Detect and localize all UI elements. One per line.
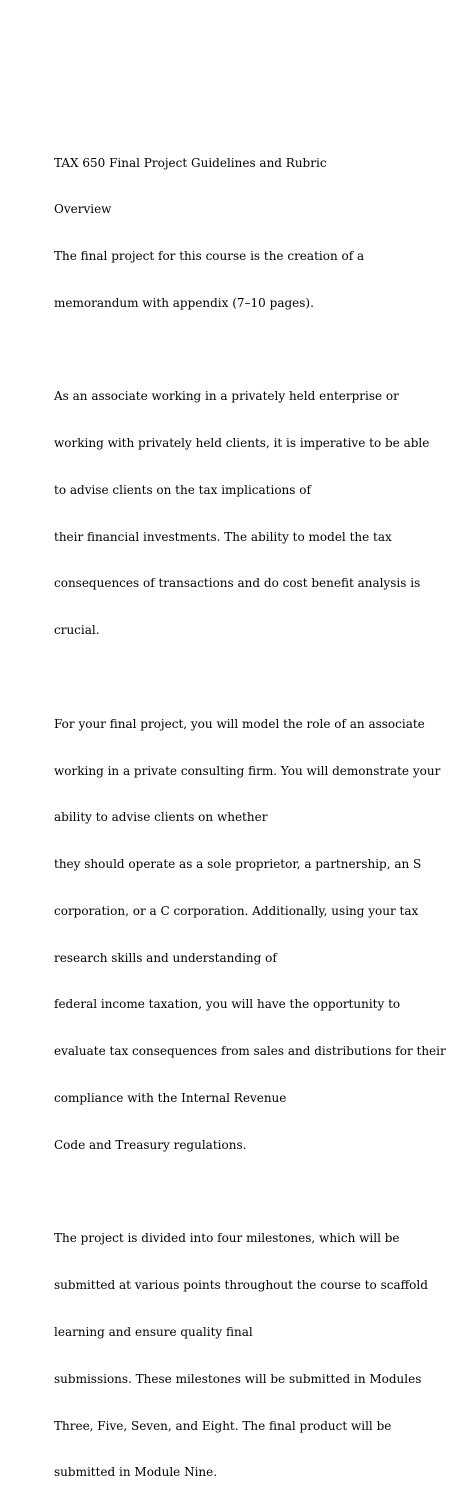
paragraph-4-line-1: The project is divided into four milestones, which will be: [54, 1231, 400, 1246]
paragraph-2-line-5: consequences of transactions and do cost benefit analysis is: [54, 576, 421, 591]
paragraph-4-line-4: submissions. These milestones will be submitted in Modules: [54, 1371, 422, 1386]
paragraph-3-line-5: corporation, or a C corporation. Additionally, using your tax: [54, 903, 419, 918]
paragraph-gap: [54, 670, 449, 686]
paragraph-3-line-10: Code and Treasury regulations.: [54, 1137, 247, 1152]
overview-heading: Overview: [54, 202, 112, 217]
paragraph-4-line-5: Three, Five, Seven, and Eight. The final product will be: [54, 1418, 392, 1433]
paragraph-1-line-1: The final project for this course is the creation of a: [54, 248, 365, 263]
paragraph-3-line-2: working in a private consulting firm. You will demonstrate your: [54, 763, 441, 778]
paragraph-3-line-9: compliance with the Internal Revenue: [54, 1091, 287, 1106]
paragraph-3-line-3: ability to advise clients on whether: [54, 810, 268, 825]
paragraph-3-line-7: federal income taxation, you will have the opportunity to: [54, 997, 401, 1012]
paragraph-1-line-2: memorandum with appendix (7–10 pages).: [54, 295, 314, 310]
paragraph-2-line-1: As an associate working in a privately held enterprise or: [54, 389, 399, 404]
paragraph-gap: [54, 343, 449, 359]
paragraph-3-line-4: they should operate as a sole proprietor, a partnership, an S: [54, 857, 422, 872]
paragraph-2-line-6: crucial.: [54, 623, 100, 638]
paragraph-2-line-4: their financial investments. The ability to model the tax: [54, 529, 392, 544]
overview-section: [54, 171, 449, 1512]
paragraph-4-line-2: submitted at various points throughout the course to scaffold: [54, 1278, 428, 1293]
paragraph-gap: [54, 1185, 449, 1201]
paragraph-3-line-6: research skills and understanding of: [54, 950, 277, 965]
paragraph-2-line-3: to advise clients on the tax implications of: [54, 482, 311, 497]
paragraph-4-line-6: submitted in Module Nine.: [54, 1465, 218, 1480]
paragraph-4-line-3: learning and ensure quality final: [54, 1324, 253, 1339]
paragraph-3-line-8: evaluate tax consequences from sales and distributions for their: [54, 1044, 446, 1059]
document-title: TAX 650 Final Project Guidelines and Rubric: [54, 156, 327, 171]
paragraph-3-line-1: For your final project, you will model the role of an associate: [54, 716, 425, 731]
paragraph-2-line-2: working with privately held clients, it is imperative to be able: [54, 436, 430, 451]
